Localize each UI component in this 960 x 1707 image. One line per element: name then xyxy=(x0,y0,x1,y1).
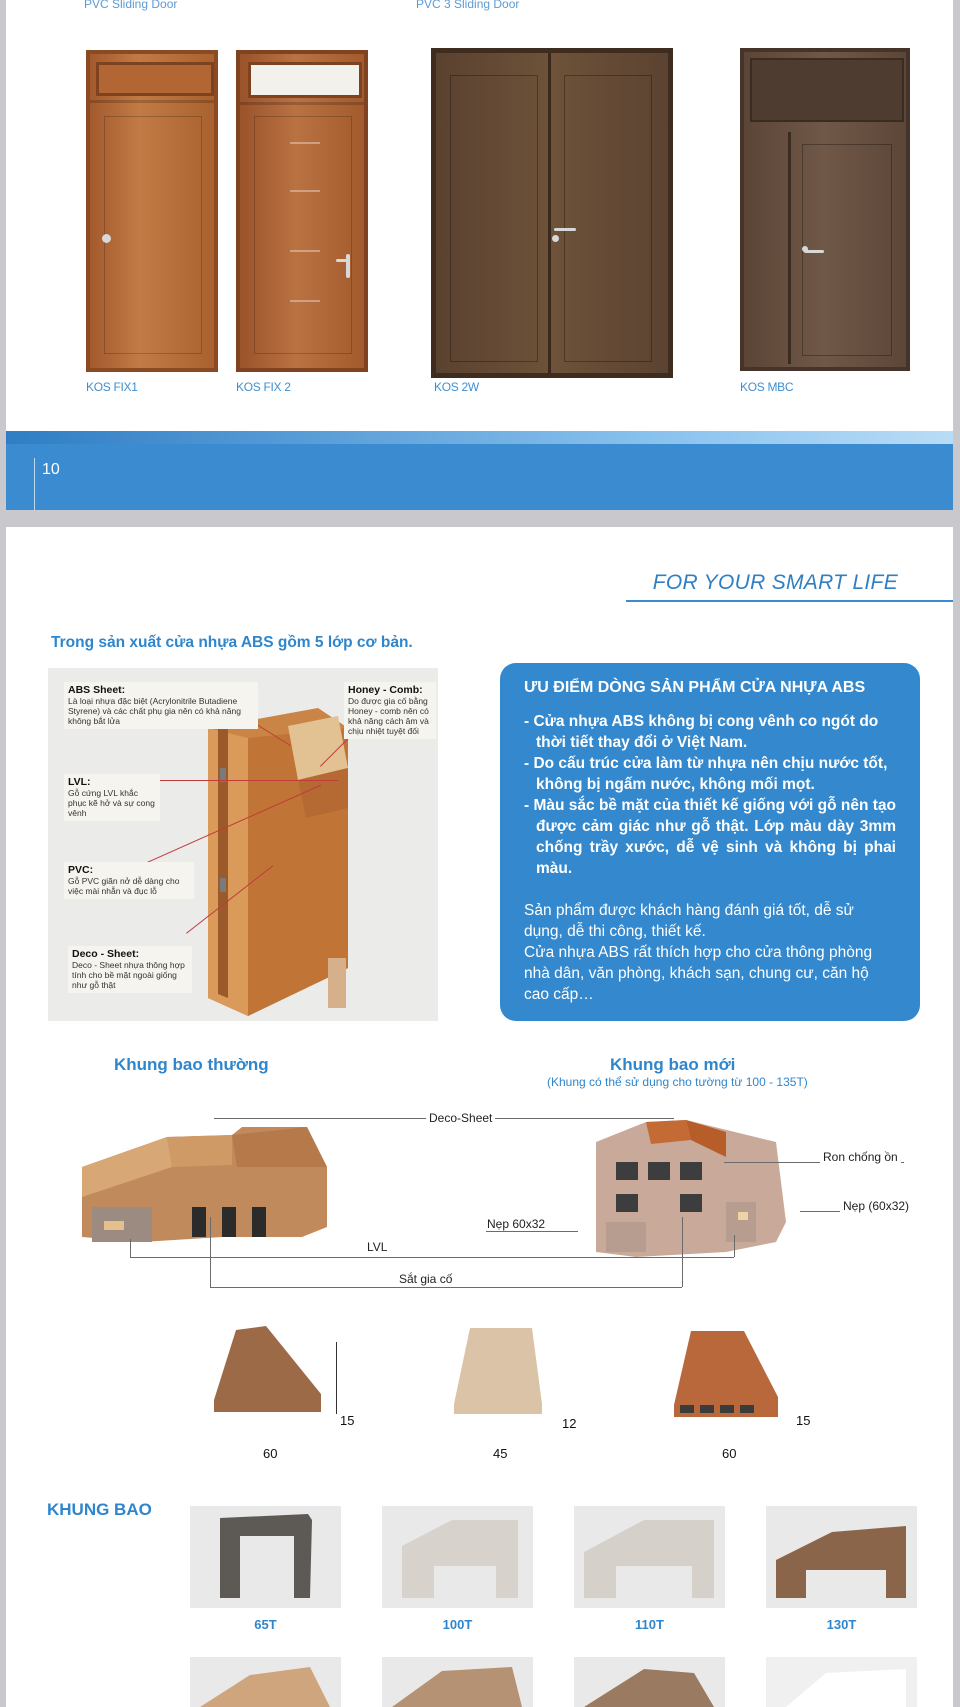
frame-sample-partial xyxy=(574,1657,725,1707)
new-frame-title: Khung bao mới xyxy=(610,1055,736,1074)
frame-sample-65t xyxy=(190,1506,341,1608)
label-sat-gia-co: Sắt gia cố xyxy=(396,1272,455,1286)
layer-desc: Gỗ PVC giãn nở dễ dàng cho việc mài nhẵn và đục lỗ xyxy=(68,876,180,896)
frame-size-label: 130T xyxy=(826,1617,857,1632)
new-frame-profile xyxy=(576,1102,816,1262)
normal-frame-title: Khung bao thường xyxy=(114,1055,269,1074)
door-caption: KOS FIX 2 xyxy=(236,380,291,394)
layer-desc: Deco - Sheet nhựa thông hợp tính cho bề mặt ngoài giống như gỗ thật xyxy=(72,960,185,990)
frame-sample-partial xyxy=(190,1657,341,1707)
advantages-box xyxy=(500,663,920,1021)
callout-honeycomb xyxy=(344,682,436,739)
trim-dim-line xyxy=(336,1342,337,1414)
door-caption: KOS MBC xyxy=(740,380,794,394)
new-frame-subtitle: (Khung có thể sử dụng cho tường từ 100 - 135T) xyxy=(547,1075,808,1089)
leader-tick-lvl-right xyxy=(734,1235,735,1257)
leader-tick-sat-right xyxy=(682,1217,683,1287)
advantage-item: - Màu sắc bề mặt của thiết kế giống với gỗ nên tạo được cảm giác như gỗ thật. Lớp màu dày 3mm chống trầy xước, dễ vệ sinh và không bị phai màu. xyxy=(524,797,896,877)
trim-height: 15 xyxy=(340,1413,355,1428)
layer-desc: Do được gia cố bằng Honey - comb nên có khả năng cách âm và chịu nhiệt tuyệt đối xyxy=(348,696,429,736)
frame-sample-100t xyxy=(382,1506,533,1608)
frame-sample-partial xyxy=(382,1657,533,1707)
callout-deco-sheet xyxy=(68,946,192,993)
page-number-divider xyxy=(34,458,35,510)
frame-size-label: 65T xyxy=(254,1617,277,1632)
label-deco-sheet: Deco-Sheet xyxy=(426,1111,495,1125)
tagline: FOR YOUR SMART LIFE xyxy=(652,571,898,594)
trim-height: 12 xyxy=(562,1416,577,1431)
trim-profile-1 xyxy=(206,1322,356,1422)
khung-bao-title: KHUNG BAO xyxy=(47,1500,152,1519)
leader-line-nep-left xyxy=(486,1231,578,1232)
advantages-paragraph: Sản phẩm được khách hàng đánh giá tốt, dễ sử dụng, dễ thi công, thiết kế. xyxy=(524,902,854,940)
door-image-kos-fix2 xyxy=(236,50,368,372)
label-lvl: LVL xyxy=(364,1240,390,1254)
door-image-kos-mbc xyxy=(740,48,910,371)
page-number: 10 xyxy=(42,461,60,478)
footer-gradient-strip xyxy=(6,431,953,444)
door-caption: KOS FIX1 xyxy=(86,380,138,394)
tagline-underline xyxy=(626,600,953,602)
frame-sample-partial xyxy=(766,1657,917,1707)
layer-name: ABS Sheet: xyxy=(68,684,126,696)
trim-profile-2 xyxy=(446,1322,566,1422)
subtitle-pvc-sliding-door: PVC Sliding Door xyxy=(84,0,178,11)
callout-line-lvl xyxy=(148,780,338,781)
subtitle-pvc-3-sliding-door: PVC 3 Sliding Door xyxy=(416,0,520,11)
leader-tick-lvl-left xyxy=(130,1239,131,1257)
advantage-item: - Cửa nhựa ABS không bị cong vênh co ngót do thời tiết thay đổi ở Việt Nam. xyxy=(524,713,879,751)
frame-size-label: 100T xyxy=(442,1617,473,1632)
trim-profile-3 xyxy=(666,1325,806,1425)
catalog-page-10 xyxy=(6,0,953,510)
advantages-title: ƯU ĐIỂM DÒNG SẢN PHẨM CỬA NHỰA ABS xyxy=(524,679,866,696)
advantage-item: - Do cấu trúc cửa làm từ nhựa nên chịu nước tốt, không bị ngấm nước, không mối mọt. xyxy=(524,755,888,793)
leader-line-lvl xyxy=(130,1257,734,1258)
leader-tick-sat-left xyxy=(210,1217,211,1287)
label-ron-chong-on: Ron chống ồn xyxy=(820,1150,901,1164)
label-nep-right: Nẹp (60x32) xyxy=(840,1199,912,1213)
door-image-kos-2w xyxy=(431,48,673,378)
layer-desc: Là loại nhựa đặc biệt (Acrylonitrile Butadiene Styrene) và các chất phụ gia nên có khả năng không bắt lửa xyxy=(68,696,241,726)
trim-height: 15 xyxy=(796,1413,811,1428)
trim-width: 60 xyxy=(722,1446,737,1461)
layer-desc: Gỗ cứng LVL khắc phục kẽ hở và sự cong vênh xyxy=(68,788,155,818)
leader-line-sat xyxy=(210,1287,682,1288)
layer-name: PVC: xyxy=(68,864,94,876)
door-caption: KOS 2W xyxy=(434,380,479,394)
trim-width: 60 xyxy=(263,1446,278,1461)
label-nep-left: Nẹp 60x32 xyxy=(484,1217,548,1231)
door-image-kos-fix1 xyxy=(86,50,218,372)
frame-size-label: 110T xyxy=(635,1617,664,1632)
advantages-paragraph: Cửa nhựa ABS rất thích hợp cho cửa thông phòng nhà dân, văn phòng, khách sạn, chung cư, căn hộ cao cấp… xyxy=(524,944,873,1003)
layer-name: Honey - Comb: xyxy=(348,684,423,696)
layer-name: LVL: xyxy=(68,776,91,788)
callout-pvc xyxy=(64,862,194,899)
normal-frame-profile xyxy=(72,1107,332,1252)
callout-lvl xyxy=(64,774,160,821)
layer-name: Deco - Sheet: xyxy=(72,948,140,960)
frame-sample-110t xyxy=(574,1506,725,1608)
trim-width: 45 xyxy=(493,1446,508,1461)
frame-sample-130t xyxy=(766,1506,917,1608)
intro-heading: Trong sản xuất cửa nhựa ABS gồm 5 lớp cơ bản. xyxy=(51,634,413,651)
abs-layer-diagram xyxy=(48,668,438,1021)
catalog-page-11 xyxy=(6,527,953,1707)
callout-abs-sheet xyxy=(64,682,258,729)
